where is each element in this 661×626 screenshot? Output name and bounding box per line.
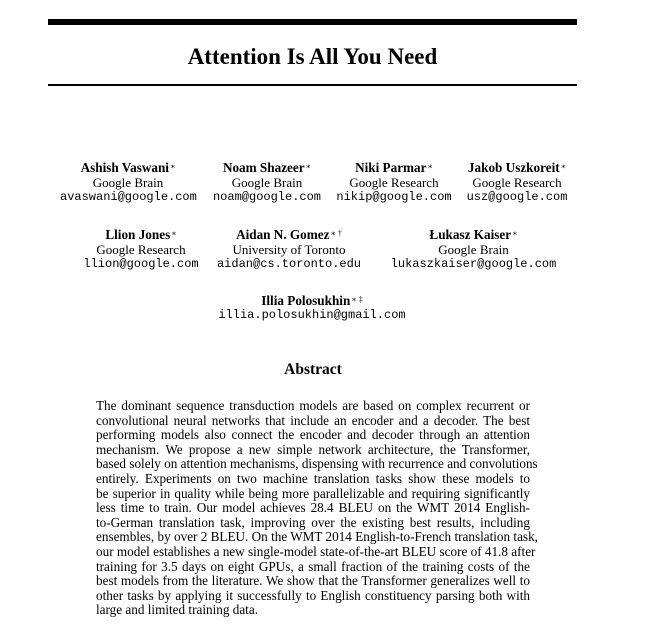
abstract-line: ensembles, by over 2 BLEU. On the WMT 2014 English-to-French translation task, bbox=[96, 529, 538, 545]
author-affiliation: Google Research bbox=[472, 175, 562, 190]
author-footnote-marks: ∗ bbox=[171, 229, 177, 238]
author-email[interactable]: illia.polosukhin@gmail.com bbox=[218, 308, 406, 322]
author-footnote-marks: ∗ bbox=[560, 162, 567, 171]
title-top-rule bbox=[48, 19, 577, 25]
author-name: Aidan N. Gomez∗ † bbox=[236, 227, 342, 242]
author-name: Łukasz Kaiser∗ bbox=[429, 227, 518, 242]
abstract-line: large and limited training data. bbox=[96, 602, 258, 618]
author-block bbox=[462, 160, 572, 205]
author-email[interactable]: aidan@cs.toronto.edu bbox=[216, 257, 362, 271]
author-footnote-marks: ∗ bbox=[169, 162, 176, 171]
author-block bbox=[60, 160, 196, 205]
abstract-line: other tasks by applying it successfully to English constituency parsing both with bbox=[96, 587, 530, 603]
author-footnote-marks: ∗ ‡ bbox=[351, 295, 363, 304]
author-email[interactable]: nikip@google.com bbox=[336, 190, 452, 204]
author-block bbox=[214, 227, 364, 272]
abstract-line: to-German translation task, improving over the existing best results, including bbox=[96, 514, 530, 530]
author-affiliation: University of Toronto bbox=[232, 242, 346, 257]
author-footnote-marks: ∗ bbox=[512, 229, 518, 238]
author-name: Noam Shazeer∗ bbox=[222, 160, 312, 175]
author-block bbox=[386, 227, 561, 272]
abstract-line: performing models also connect the encoder and decoder through an attention bbox=[96, 427, 530, 443]
author-email[interactable]: usz@google.com bbox=[466, 190, 568, 204]
author-email[interactable]: noam@google.com bbox=[212, 190, 322, 204]
abstract-heading: Abstract bbox=[284, 361, 342, 378]
author-name: Ashish Vaswani∗ bbox=[80, 160, 176, 175]
author-block bbox=[335, 160, 453, 205]
author-block bbox=[208, 160, 326, 205]
author-affiliation: Google Brain bbox=[92, 175, 164, 190]
author-affiliation: Google Brain bbox=[231, 175, 303, 190]
abstract-line: less time to train. Our model achieves 28.4 BLEU on the WMT 2014 English- bbox=[96, 500, 530, 516]
author-email[interactable]: avaswani@google.com bbox=[60, 190, 197, 204]
title-bottom-rule bbox=[48, 84, 577, 86]
author-affiliation: Google Research bbox=[349, 175, 439, 190]
author-footnote-marks: ∗ bbox=[427, 162, 433, 171]
author-affiliation: Google Brain bbox=[438, 242, 509, 257]
abstract-line: based solely on attention mechanisms, dispensing with recurrence and convolutions bbox=[96, 456, 538, 472]
author-name: Llion Jones∗ bbox=[105, 227, 177, 242]
abstract-line: entirely. Experiments on two machine translation tasks show these models to bbox=[96, 470, 530, 486]
author-affiliation: Google Research bbox=[96, 242, 186, 257]
abstract-line: our model establishes a new single-model state-of-the-art BLEU score of 41.8 after bbox=[96, 543, 536, 559]
abstract-body bbox=[96, 398, 538, 618]
abstract-line: best models from the literature. We show that the Transformer generalizes well to bbox=[96, 573, 530, 589]
author-name: Illia Polosukhin∗ ‡ bbox=[261, 293, 363, 308]
abstract-line: convolutional neural networks that include an encoder and a decoder. The best bbox=[96, 412, 530, 428]
author-name: Jakob Uszkoreit∗ bbox=[467, 160, 567, 175]
author-email[interactable]: lukaszkaiser@google.com bbox=[390, 257, 557, 271]
abstract-line: mechanism. We propose a new simple network architecture, the Transformer, bbox=[96, 441, 530, 457]
author-footnote-marks: ∗ † bbox=[330, 229, 342, 238]
abstract-line: training for 3.5 days on eight GPUs, a small fraction of the training costs of the bbox=[96, 558, 530, 574]
author-email[interactable]: llion@google.com bbox=[83, 257, 199, 271]
paper-title: Attention Is All You Need bbox=[187, 44, 438, 69]
abstract-line: be superior in quality while being more parallelizable and requiring significantly bbox=[96, 485, 530, 501]
author-name: Niki Parmar∗ bbox=[355, 160, 433, 175]
author-block bbox=[212, 293, 412, 323]
author-footnote-marks: ∗ bbox=[305, 162, 312, 171]
author-block bbox=[75, 227, 207, 272]
abstract-line: The dominant sequence transduction models are based on complex recurrent or bbox=[96, 398, 530, 413]
